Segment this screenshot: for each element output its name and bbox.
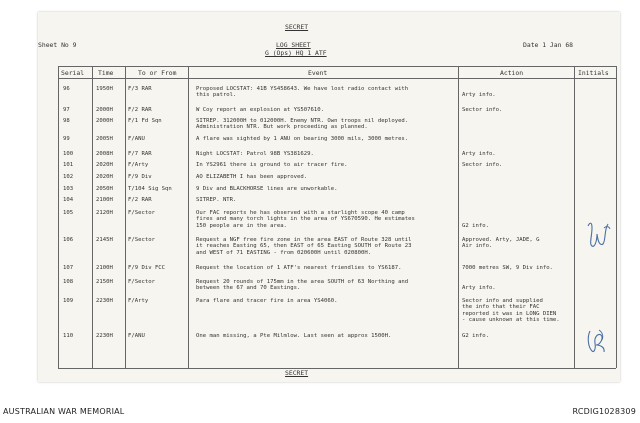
col-rule bbox=[458, 66, 459, 368]
time-cell: 2020H bbox=[96, 162, 113, 168]
event-line: Our FAC reports he has observed with a starlight scope 40 camp bbox=[196, 210, 405, 216]
time-cell: 2150H bbox=[96, 279, 113, 285]
from-cell: F/Sector bbox=[128, 237, 155, 243]
serial-cell: 106 bbox=[63, 237, 74, 243]
from-cell: F/Arty bbox=[128, 162, 149, 168]
event-line: SITREP. 312000H to 012000H. Enemy NTR. Own troops nil deployed. bbox=[196, 118, 409, 124]
time-cell: 2008H bbox=[96, 151, 113, 157]
from-cell: F/3 RAR bbox=[128, 86, 152, 92]
time-cell: 2000H bbox=[96, 107, 113, 113]
serial-cell: 99 bbox=[63, 136, 70, 142]
action-line: 7000 metres SW, 9 Div info. bbox=[462, 265, 553, 271]
serial-cell: 110 bbox=[63, 333, 74, 339]
serial-cell: 100 bbox=[63, 151, 74, 157]
from-cell: F/1 Fd Sqn bbox=[128, 118, 162, 124]
col-rule bbox=[574, 66, 575, 368]
handwritten-initials-2 bbox=[584, 327, 610, 355]
action-line: Arty info. bbox=[462, 285, 496, 292]
table-header-rule bbox=[58, 78, 616, 79]
table-top-rule bbox=[58, 66, 616, 67]
serial-cell: 96 bbox=[63, 86, 70, 92]
from-cell: F/7 RAR bbox=[128, 151, 152, 157]
action-line: - cause unknown at this time. bbox=[462, 317, 560, 324]
classification-bottom: SECRET bbox=[285, 369, 309, 377]
event-line: and WEST of 71 EASTING - from 020600H until 020800H. bbox=[196, 249, 372, 256]
log-date: Date 1 Jan 68 bbox=[523, 41, 574, 49]
event-line: this patrol. bbox=[196, 92, 237, 99]
event-line: AO ELIZABETH I has been approved. bbox=[196, 174, 308, 180]
col-rule bbox=[616, 66, 617, 368]
serial-cell: 101 bbox=[63, 162, 74, 168]
event-line: fires and many torch lights in the area of YS670590. He estimates bbox=[196, 216, 415, 223]
from-cell: F/ANU bbox=[128, 136, 145, 142]
event-line: Para flare and tracer fire in area YS4060. bbox=[196, 298, 338, 304]
col-rule bbox=[125, 66, 126, 368]
time-cell: 2230H bbox=[96, 298, 113, 304]
serial-cell: 105 bbox=[63, 210, 74, 216]
from-cell: F/2 RAR bbox=[128, 107, 152, 113]
header-to-or-from: To or From bbox=[138, 69, 177, 77]
event-line: between the 67 and 70 Eastings. bbox=[196, 285, 301, 292]
action-line: Arty info. bbox=[462, 92, 496, 99]
from-cell: F/2 RAR bbox=[128, 197, 152, 203]
serial-cell: 108 bbox=[63, 279, 74, 285]
serial-cell: 103 bbox=[63, 186, 74, 192]
col-rule bbox=[58, 66, 59, 368]
time-cell: 2100H bbox=[96, 197, 113, 203]
serial-cell: 107 bbox=[63, 265, 74, 271]
event-line: Request 20 rounds of 175mm in the area SOUTH of 63 Northing and bbox=[196, 279, 409, 285]
event-line: 150 people are in the area. bbox=[196, 222, 287, 229]
serial-cell: 98 bbox=[63, 118, 70, 124]
table-bottom-rule bbox=[58, 368, 616, 369]
header-serial: Serial bbox=[61, 69, 85, 77]
action-line: Approved. Arty, JADE, G bbox=[462, 237, 540, 243]
header-initials: Initials bbox=[578, 69, 609, 77]
serial-cell: 104 bbox=[63, 197, 74, 203]
header-action: Action bbox=[500, 69, 524, 77]
action-line: Sector info. bbox=[462, 107, 503, 113]
time-cell: 2005H bbox=[96, 136, 113, 142]
serial-cell: 97 bbox=[63, 107, 70, 113]
time-cell: 2000H bbox=[96, 118, 113, 124]
time-cell: 2020H bbox=[96, 174, 113, 180]
action-line: Sector info. bbox=[462, 162, 503, 168]
time-cell: 2230H bbox=[96, 333, 113, 339]
time-cell: 2100H bbox=[96, 265, 113, 271]
header-time: Time bbox=[98, 69, 114, 77]
time-cell: 2120H bbox=[96, 210, 113, 216]
document-subtitle: G (Ops) HQ 1 ATF bbox=[265, 49, 327, 57]
sheet-number: Sheet No 9 bbox=[38, 41, 77, 49]
time-cell: 2145H bbox=[96, 237, 113, 243]
time-cell: 2050H bbox=[96, 186, 113, 192]
event-line: Night LOCSTAT: Patrol 98B YS381629. bbox=[196, 151, 314, 157]
from-cell: F/Sector bbox=[128, 279, 155, 285]
from-cell: F/Sector bbox=[128, 210, 155, 216]
serial-cell: 102 bbox=[63, 174, 74, 180]
event-line: it reaches Easting 65, then EAST of 65 Easting SOUTH of Route 23 bbox=[196, 243, 412, 250]
action-line: Arty info. bbox=[462, 151, 496, 157]
document-title: LOG SHEET bbox=[276, 41, 311, 49]
header-event: Event bbox=[308, 69, 328, 77]
action-line: G2 info. bbox=[462, 222, 489, 229]
col-rule bbox=[92, 66, 93, 368]
event-line: Proposed LOCSTAT: 41B YS458643. We have lost radio contact with bbox=[196, 86, 409, 92]
event-line: In YS2961 there is ground to air tracer fire. bbox=[196, 162, 348, 168]
from-cell: F/9 Div bbox=[128, 174, 152, 180]
action-line: G2 info. bbox=[462, 333, 489, 339]
action-line: Air info. bbox=[462, 243, 493, 250]
from-cell: T/104 Sig Sqn bbox=[128, 186, 172, 192]
event-line: One man missing, a Pte Milmlow. Last seen at approx 1500H. bbox=[196, 333, 392, 339]
event-line: Administration NTR. But work proceeding as planned. bbox=[196, 124, 368, 131]
action-line: Sector info and supplied bbox=[462, 298, 543, 304]
classification-top: SECRET bbox=[285, 23, 309, 31]
event-line: A flare was sighted by 1 ANU on bearing 3000 mils, 3000 metres. bbox=[196, 136, 409, 142]
event-line: W Coy report an explosion at YS507610. bbox=[196, 107, 324, 113]
event-line: Request a NGF free fire zone in the area EAST of Route 328 until bbox=[196, 237, 412, 243]
action-line: reported it was in LONG DIEN bbox=[462, 310, 557, 317]
event-line: SITREP. NTR. bbox=[196, 197, 237, 203]
time-cell: 1950H bbox=[96, 86, 113, 92]
col-rule bbox=[188, 66, 189, 368]
from-cell: F/9 Div FCC bbox=[128, 265, 166, 271]
from-cell: F/Arty bbox=[128, 298, 149, 304]
archive-id: RCDIG1028309 bbox=[572, 407, 636, 416]
handwritten-initials-1 bbox=[584, 218, 612, 252]
serial-cell: 109 bbox=[63, 298, 74, 304]
action-line: the info that their FAC bbox=[462, 304, 540, 311]
event-line: 9 Div and BLACKHORSE lines are unworkable. bbox=[196, 186, 338, 192]
from-cell: F/ANU bbox=[128, 333, 145, 339]
log-sheet-paper bbox=[38, 12, 620, 382]
archive-name: AUSTRALIAN WAR MEMORIAL bbox=[3, 407, 125, 416]
event-line: Request the location of 1 ATF's nearest friendlies to YS6187. bbox=[196, 265, 402, 271]
